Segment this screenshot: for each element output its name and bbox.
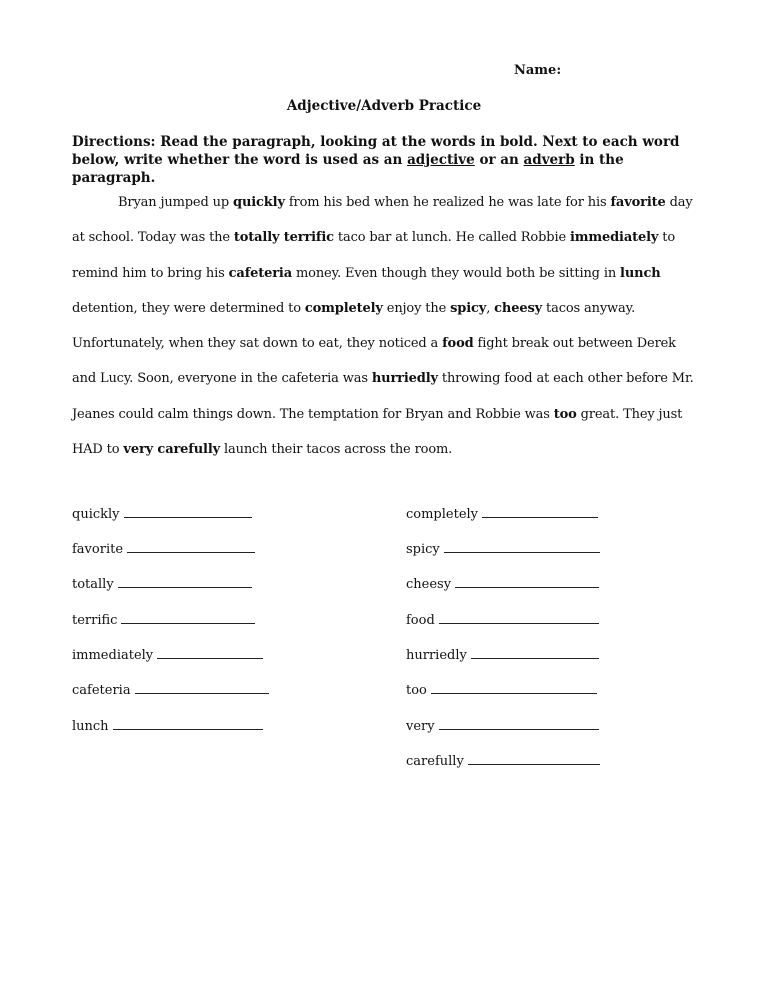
bold-word-hurriedly: hurriedly [371, 371, 438, 387]
word-label: quickly [72, 507, 120, 522]
word-label: cafeteria [72, 683, 131, 698]
bold-word-favorite: favorite [610, 195, 666, 210]
story-text: fight break out between Derek and Lucy. Soon, everyone in the cafeteria was [72, 336, 676, 387]
word-label: totally [72, 577, 114, 592]
bold-word-cafeteria: cafeteria [228, 265, 292, 281]
story-text: money. Even though they would both be sitting in [292, 265, 621, 281]
word-row-cafeteria [72, 681, 269, 698]
directions-text-3: in the paragraph. [72, 152, 624, 186]
answer-blank[interactable] [439, 611, 599, 624]
bold-word-completely: completely [304, 300, 383, 316]
word-row-terrific [72, 611, 255, 628]
story-text: from his bed when he realized he was late for his [284, 195, 611, 210]
story-text: taco bar at lunch. He called Robbie [333, 230, 570, 246]
word-label: cheesy [406, 577, 452, 592]
directions-text-1: Directions: Read the paragraph, looking at the words in bold. Next to each word below, write whether the word is used as an [72, 134, 680, 168]
word-row-quickly [72, 505, 252, 522]
story-text: tacos anyway. Unfortunately, when they sat down to eat, they noticed a [72, 300, 636, 352]
directions [72, 133, 704, 187]
story-text: Bryan jumped up [118, 195, 233, 210]
word-row-lunch [72, 717, 263, 734]
story-text: launch their tacos across the room. [220, 442, 453, 458]
word-row-very [406, 717, 599, 734]
answer-blank[interactable] [113, 717, 263, 730]
word-row-totally [72, 575, 252, 592]
story-text: day at school. Today was the [72, 195, 693, 246]
word-label: food [406, 613, 435, 628]
word-label: immediately [72, 648, 154, 663]
answer-blank[interactable] [124, 505, 252, 518]
story-paragraph [72, 185, 702, 467]
word-row-favorite [72, 540, 255, 557]
answer-blank[interactable] [471, 646, 599, 659]
directions-text-2: or an [474, 152, 524, 168]
answer-blank[interactable] [482, 505, 598, 518]
answer-blank[interactable] [135, 681, 269, 694]
word-row-carefully [406, 752, 600, 769]
word-label: completely [406, 507, 479, 522]
answer-blank[interactable] [468, 752, 600, 765]
word-row-too [406, 681, 597, 698]
word-row-cheesy [406, 575, 599, 592]
word-row-completely [406, 505, 598, 522]
word-label: very [406, 719, 435, 734]
answer-blank[interactable] [439, 717, 599, 730]
bold-word-food: food [442, 336, 474, 352]
answer-blank[interactable] [127, 540, 255, 553]
name-label: Name: [514, 63, 562, 78]
word-label: hurriedly [406, 648, 467, 663]
story-text: , [486, 300, 495, 316]
bold-word-immediately: immediately [569, 230, 659, 246]
story-text: enjoy the [382, 300, 451, 316]
word-row-hurriedly [406, 646, 599, 663]
answer-blank[interactable] [157, 646, 263, 659]
answer-blank[interactable] [121, 611, 255, 624]
bold-word-too: too [553, 406, 577, 422]
answer-blank[interactable] [431, 681, 597, 694]
bold-word-cheesy: cheesy [494, 300, 543, 316]
word-row-spicy [406, 540, 600, 557]
word-label: favorite [72, 542, 124, 557]
word-label: lunch [72, 719, 109, 734]
word-label: terrific [72, 613, 118, 628]
answer-blank[interactable] [444, 540, 600, 553]
directions-adjective: adjective [407, 152, 475, 168]
bold-word-spicy: spicy [450, 300, 487, 316]
story-text: throwing food at each other before Mr. Jeanes could calm things down. The temptation for Bryan and Robbie was [72, 371, 694, 422]
story-text: great. They just HAD to [72, 406, 683, 458]
directions-adverb: adverb [523, 152, 575, 168]
word-row-immediately [72, 646, 263, 663]
word-label: carefully [406, 754, 464, 769]
bold-word-totally-terrific: totally terrific [233, 230, 334, 246]
answer-blank[interactable] [118, 575, 252, 588]
bold-word-lunch: lunch [620, 265, 661, 281]
bold-word-very-carefully: very carefully [123, 442, 221, 458]
bold-word-quickly: quickly [233, 195, 285, 210]
word-row-food [406, 611, 599, 628]
word-label: too [406, 683, 427, 698]
answer-blank[interactable] [455, 575, 599, 588]
story-text: detention, they were determined to [72, 300, 305, 316]
page-title: Adjective/Adverb Practice [286, 98, 482, 114]
word-label: spicy [406, 542, 440, 557]
story-text: to remind him to bring his [72, 230, 676, 281]
